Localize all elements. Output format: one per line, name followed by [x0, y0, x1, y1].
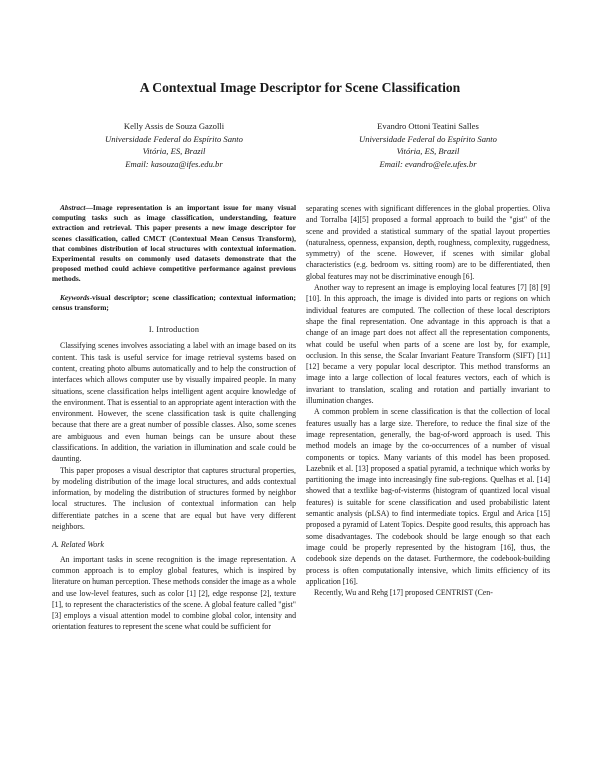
author-location: Vitória, ES, Brazil	[396, 146, 460, 157]
paper-title: A Contextual Image Descriptor for Scene Classification	[139, 80, 461, 95]
author-block-2	[306, 120, 550, 171]
author-affiliation: Universidade Federal do Espírito Santo	[105, 133, 243, 144]
right-paragraph-3: A common problem in scene classification is that the collection of local features usually has a large size. Therefore, to reduce the final size of the image representation, generally, the bag-of-word approach is used. This method models an image by the co-occurrences of a number of visual components or topics. Many variants of this model has been proposed. Lazebnik et al. [13] proposed a spatial pyramid, a technique which works by partitioning the image into increasingly fine sub-regions. Quelhas et al. [14] showed that a textlike bag-of-visterms (histogram of quantized local visual features) is suitable for scene classification and used probabilistic latent semantic analysis (pLSA) to find intermediate topics. Ergul and Arica [15] proposed a pyramid of Latent Topics. Despite good results, this approach has some disadvantages. The codebook should be large enough so that each image could be properly represented by the histogram [16], thus, the codebook size depends on the dataset. Furthermore, the codebook-building process is often computationally intensive, which limits efficiency of its application [16].	[306, 407, 550, 586]
right-column	[306, 203, 550, 598]
keywords	[52, 293, 296, 313]
right-paragraph-2: Another way to represent an image is employing local features [7] [8] [9] [10]. In this approach, the image is divided into parts or regions on which individual features are computed. The collection of these local descriptors shape the final representation. One advantage in this approach is that a change of an image part does not affect all the representation components, what could be useful when parts of a scene are lost by, for example, occlusion. In this sense, the Scalar Invariant Feature Transform (SIFT) [11] [12] became a very popular local descriptor. This method transforms an image into a large collection of local features vectors, each of which is invariant to translation, scaling and rotation and partially invariant to illumination changes.	[306, 283, 550, 406]
left-column	[52, 203, 296, 633]
author-affiliation: Universidade Federal do Espírito Santo	[359, 133, 497, 144]
author-name: Kelly Assis de Souza Gazolli	[123, 121, 225, 131]
author-email: Email: evandro@ele.ufes.br	[379, 159, 477, 170]
author-location: Vitória, ES, Brazil	[142, 146, 206, 157]
related-work-paragraph-1: An important tasks in scene recognition is the image representation. A common approach is to employ global features, which is inspired by literature on human perception. These methods consider the image as a whole and use low-level features, such as color [1] [2], edge response [2], texture [1], to represent the characteristics of the scene. A global feature called "gist" [3] employs a visual attention model to combine global color, intensity and orientation features to represent the scene what could be sufficient for	[52, 554, 296, 632]
intro-paragraph-2: This paper proposes a visual descriptor that captures structural properties, by modeling distribution of the image local structures, and adds contextual information, by modeling the distribution of structures formed by neighbor local structures. The inclusion of contextual information can help differentiate patches in a scene that are equal but have very different neighbors.	[52, 465, 296, 532]
author-email: Email: kasouza@ifes.edu.br	[125, 159, 223, 170]
author-block-1	[52, 120, 296, 171]
abstract-text: —Image representation is an important issue for many visual computing tasks such as image classification, understanding, feature extraction and retrieval. This paper presents a new image descriptor for scenes classification, called CMCT (Contextual Mean Census Transform), that combines distribution of local structures with contextual information. Experimental results on commonly used datasets demonstrate that the proposed method could achieve competitive performance against previous methods.	[52, 203, 296, 284]
right-paragraph-1: separating scenes with significant differences in the global properties. Oliva and Torralba [4][5] proposed a formal approach to build the "gist" of the scene and provided a statistical summary of the spatial layout properties (naturalness, openness, expansion, depth, roughness, complexity, ruggedness, symmetry) of the scene. However, if scenes with similar global characteristics (e.g. bedroom vs. sitting room) are to be differentiated, then global features may not be discriminative enough [6].	[306, 204, 550, 281]
abstract	[52, 203, 296, 285]
keywords-text: -visual descriptor; scene classification; contextual information; census transform;	[52, 292, 296, 312]
right-paragraph-4: Recently, Wu and Rehg [17] proposed CENTRIST (Cen-	[314, 588, 493, 598]
subsection-heading-related-work: A. Related Work	[52, 540, 104, 550]
intro-paragraph-1: Classifying scenes involves associating a label with an image based on its content. This task is useful service for image retrieval systems based on content, creating photo albums automatically and to help the construction of interfaces which allows computer use by visually impaired people. In many situations, scene classification helps intelligent agent acquire knowledge of the environment. That is essential to an appropriate agent interaction with the environment. However, the scene classification task is quite challenging because that there are a great number of possible classes. Also, some scenes are ambiguous and even human beings can be unsure about these classifications. In addition, the variation in illumination and scale could be daunting.	[52, 341, 296, 464]
keywords-label: Keywords	[60, 292, 90, 302]
abstract-label: Abstract	[60, 203, 86, 212]
section-heading-introduction: I. Introduction	[148, 325, 200, 335]
author-name: Evandro Ottoni Teatini Salles	[377, 121, 479, 131]
